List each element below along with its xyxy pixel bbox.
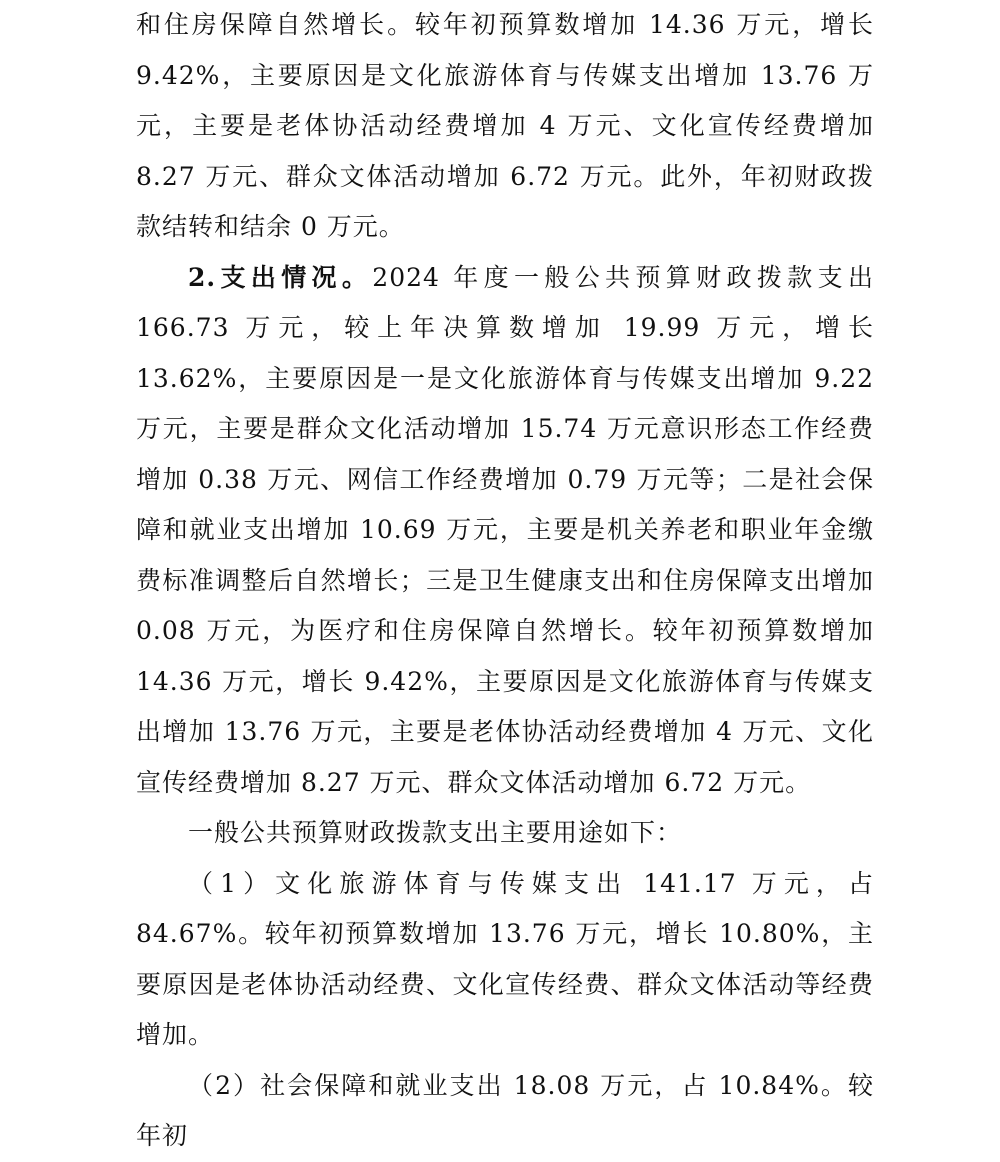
paragraph-usage-intro bbox=[136, 808, 874, 859]
paragraph-text: （1）文化旅游体育与传媒支出 141.17 万元，占 84.67%。较年初预算数增加 13.76 万元，增长 10.80%，主要原因是老体协活动经费、文化宣传经费、群众文体活动等经费增加。 bbox=[136, 868, 874, 1049]
paragraph-item-2 bbox=[136, 1061, 874, 1162]
section-heading: 2.支出情况。 bbox=[188, 262, 373, 292]
paragraph-expenditure bbox=[136, 253, 874, 809]
paragraph-text: 和住房保障自然增长。较年初预算数增加 14.36 万元，增长 9.42%，主要原因是文化旅游体育与传媒支出增加 13.76 万元，主要是老体协活动经费增加 4 万元、文化宣传经费增加 8.27 万元、群众文体活动增加 6.72 万元。此外，年初财政拨款结转和结余 0 万元。 bbox=[136, 10, 874, 241]
paragraph-item-1 bbox=[136, 859, 874, 1061]
paragraph-text: （2）社会保障和就业支出 18.08 万元，占 10.84%。较年初 bbox=[136, 1070, 874, 1150]
paragraph-text: 2024 年度一般公共预算财政拨款支出 166.73 万元，较上年决算数增加 19.99 万元，增长 13.62%，主要原因是一是文化旅游体育与传媒支出增加 9.22 万元，主要是群众文化活动增加 15.74 万元意识形态工作经费增加 0.38 万元、网信工作经费增加 0.79 万元等；二是社会保障和就业支出增加 10.69 万元，主要是机关养老和职业年金缴费标准调整后自然增长；三是卫生健康支出和住房保障支出增加 0.08 万元，为医疗和住房保障自然增长。较年初预算数增加 14.36 万元，增长 9.42%，主要原因是文化旅游体育与传媒支出增加 13.76 万元，主要是老体协活动经费增加 4 万元、文化宣传经费增加 8.27 万元、群众文体活动增加 6.72 万元。 bbox=[136, 262, 874, 797]
paragraph-text: 一般公共预算财政拨款支出主要用途如下： bbox=[188, 818, 683, 847]
paragraph-continuation bbox=[136, 0, 874, 253]
